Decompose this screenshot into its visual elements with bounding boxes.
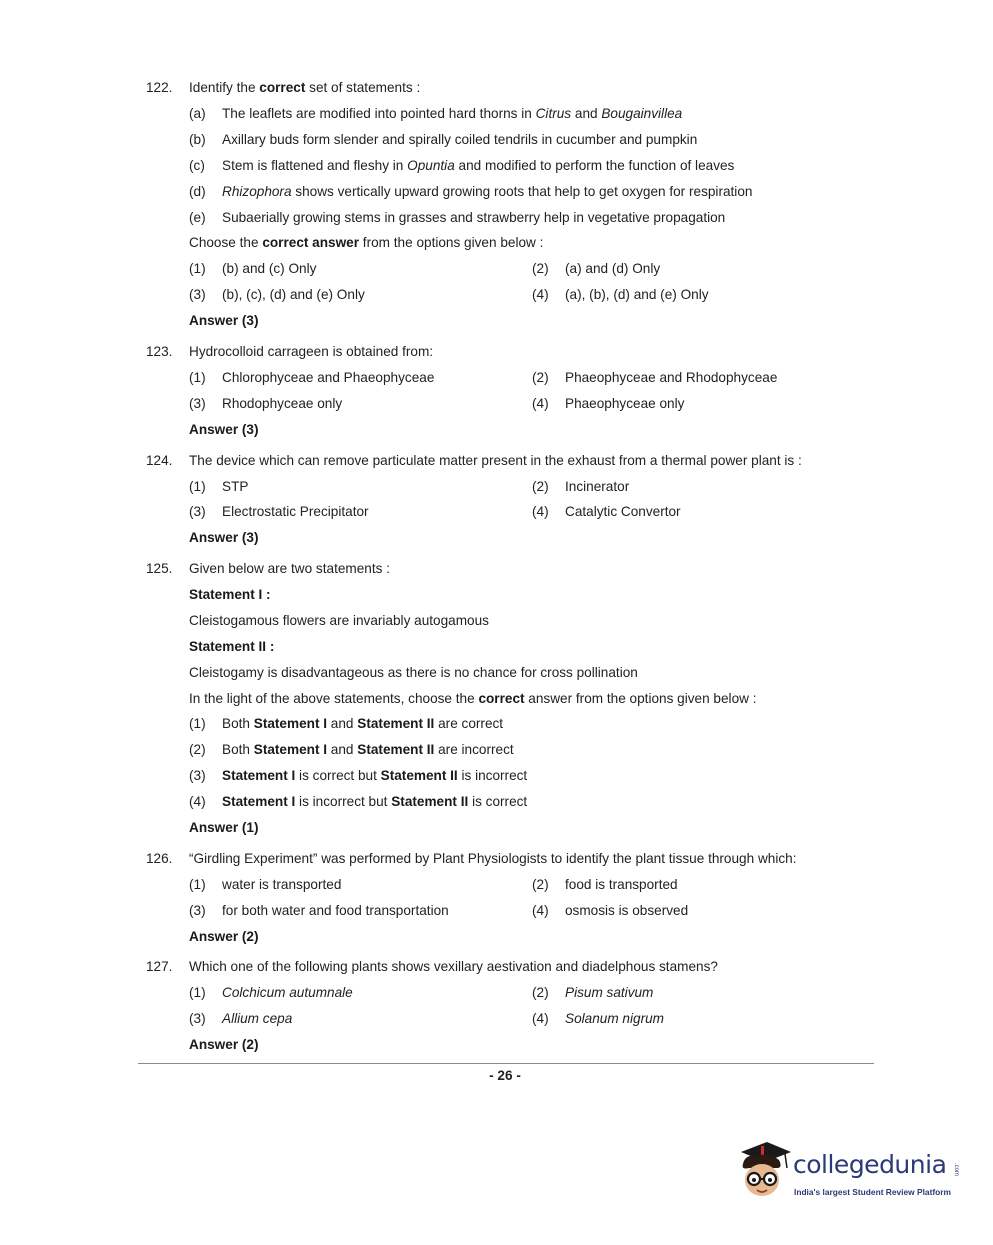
page-number: - 26 - (489, 1068, 521, 1083)
statement-text: Cleistogamy is disadvantageous as there is no chance for cross pollination (189, 665, 638, 680)
option-text: Rhodophyceae only (222, 396, 343, 411)
question-number: 125. (146, 561, 173, 576)
option-label: (3) (189, 903, 206, 918)
option-text: (b), (c), (d) and (e) Only (222, 287, 365, 302)
option-text: Both Statement I and Statement II are correct (222, 716, 504, 731)
option-text: Catalytic Convertor (565, 504, 681, 519)
answer-text: Answer (1) (189, 820, 259, 835)
statement-text: Cleistogamous flowers are invariably autogamous (189, 613, 489, 628)
option-text: Incinerator (565, 479, 630, 494)
option-label: (3) (189, 504, 206, 519)
option-label: (2) (532, 261, 549, 276)
option-text: Colchicum autumnale (222, 985, 353, 1000)
option-text: Both Statement I and Statement II are incorrect (222, 742, 514, 757)
option-label: (3) (189, 768, 206, 783)
student-mascot-icon (735, 1138, 793, 1204)
option-label: (3) (189, 1011, 206, 1026)
option-text: (a) and (d) Only (565, 261, 661, 276)
option-text: (b) and (c) Only (222, 261, 317, 276)
option-text: Phaeophyceae and Rhodophyceae (565, 370, 778, 385)
option-label: (1) (189, 716, 206, 731)
statement-text: Rhizophora shows vertically upward growing roots that help to get oxygen for respiration (222, 184, 753, 199)
answer-text: Answer (3) (189, 313, 259, 328)
question-number: 127. (146, 959, 173, 974)
statement-label: (b) (189, 132, 206, 147)
statement-text: Axillary buds form slender and spirally coiled tendrils in cucumber and pumpkin (222, 132, 698, 147)
option-label: (1) (189, 985, 206, 1000)
question-number: 122. (146, 80, 173, 95)
statement-label: (e) (189, 210, 206, 225)
option-text: (a), (b), (d) and (e) Only (565, 287, 709, 302)
option-text: Solanum nigrum (565, 1011, 664, 1026)
collegedunia-logo[interactable] (735, 1138, 965, 1208)
option-label: (2) (532, 370, 549, 385)
option-text: osmosis is observed (565, 903, 689, 918)
option-text: Phaeophyceae only (565, 396, 685, 411)
footer-divider (138, 1063, 874, 1064)
question-number: 126. (146, 851, 173, 866)
option-text: Statement I is correct but Statement II is incorrect (222, 768, 528, 783)
answer-text: Answer (3) (189, 422, 259, 437)
question-stem: Identify the correct set of statements : (189, 80, 421, 95)
statement-heading: Statement I : (189, 587, 271, 602)
option-label: (2) (532, 877, 549, 892)
option-text: Pisum sativum (565, 985, 654, 1000)
statement-label: (a) (189, 106, 206, 121)
option-label: (1) (189, 877, 206, 892)
question-number: 123. (146, 344, 173, 359)
instruction-text: In the light of the above statements, choose the correct answer from the options given below : (189, 691, 757, 706)
option-label: (2) (532, 479, 549, 494)
statement-text: Subaerially growing stems in grasses and strawberry help in vegetative propagation (222, 210, 726, 225)
option-text: Chlorophyceae and Phaeophyceae (222, 370, 435, 385)
option-label: (4) (189, 794, 206, 809)
option-label: (1) (189, 479, 206, 494)
question-stem: The device which can remove particulate matter present in the exhaust from a thermal power plant is : (189, 453, 802, 468)
option-label: (4) (532, 287, 549, 302)
option-text: Statement I is incorrect but Statement II is correct (222, 794, 528, 809)
option-text: STP (222, 479, 249, 494)
question-stem: Given below are two statements : (189, 561, 390, 576)
option-label: (1) (189, 261, 206, 276)
option-label: (2) (189, 742, 206, 757)
answer-text: Answer (3) (189, 530, 259, 545)
option-label: (4) (532, 903, 549, 918)
option-text: for both water and food transportation (222, 903, 449, 918)
logo-tagline: India's largest Student Review Platform (794, 1187, 951, 1197)
option-text: food is transported (565, 877, 678, 892)
question-number: 124. (146, 453, 173, 468)
logo-domain: .com (953, 1163, 959, 1177)
option-label: (3) (189, 396, 206, 411)
option-label: (1) (189, 370, 206, 385)
option-label: (3) (189, 287, 206, 302)
question-stem: Hydrocolloid carrageen is obtained from: (189, 344, 434, 359)
statement-heading: Statement II : (189, 639, 275, 654)
option-text: Electrostatic Precipitator (222, 504, 369, 519)
statement-text: The leaflets are modified into pointed hard thorns in Citrus and Bougainvillea (222, 106, 683, 121)
instruction-text: Choose the correct answer from the options given below : (189, 235, 544, 250)
logo-wordmark: collegedunia (793, 1150, 947, 1179)
statement-label: (c) (189, 158, 205, 173)
option-text: Allium cepa (222, 1011, 293, 1026)
statement-label: (d) (189, 184, 206, 199)
option-label: (4) (532, 396, 549, 411)
statement-text: Stem is flattened and fleshy in Opuntia and modified to perform the function of leaves (222, 158, 735, 173)
option-text: water is transported (222, 877, 342, 892)
option-label: (2) (532, 985, 549, 1000)
option-label: (4) (532, 504, 549, 519)
question-stem: “Girdling Experiment” was performed by Plant Physiologists to identify the plant tissue through which: (189, 851, 797, 866)
question-stem: Which one of the following plants shows vexillary aestivation and diadelphous stamens? (189, 959, 718, 974)
option-label: (4) (532, 1011, 549, 1026)
answer-text: Answer (2) (189, 1037, 259, 1052)
answer-text: Answer (2) (189, 929, 259, 944)
